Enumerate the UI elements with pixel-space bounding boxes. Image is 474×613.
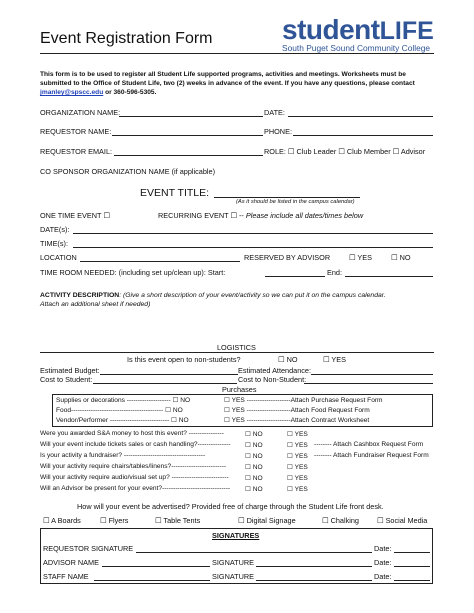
cost-student-field[interactable] <box>93 383 237 384</box>
co-sponsor-label: CO SPONSOR ORGANIZATION NAME (if applicable) <box>40 167 216 176</box>
location-field[interactable] <box>80 261 240 262</box>
cost-student-label: Cost to Student: <box>40 375 93 384</box>
staff-name-label: STAFF NAME <box>43 572 89 581</box>
advisor-date-label: Date: <box>374 558 392 567</box>
non-students-yes-checkbox[interactable]: ☐ YES <box>323 355 347 364</box>
question-ticket-sales-no[interactable]: ☐ NO <box>245 442 263 449</box>
event-title-label: EVENT TITLE: <box>140 187 210 199</box>
cost-non-student-field[interactable] <box>304 383 433 384</box>
activity-description-hint-2: Attach an additional sheet if needed) <box>40 301 151 308</box>
purchase-item-supplies[interactable]: Supplies or decorations -------------------- ☐ NO <box>56 397 191 404</box>
estimated-budget-label: Estimated Budget: <box>40 366 100 375</box>
estimated-budget-field[interactable] <box>100 374 238 375</box>
activity-description-hint: : (Give a short description of your event/activity so we can put it on the campus calendar. <box>119 292 386 299</box>
estimated-attendance-label: Estimated Attendance: <box>238 366 312 375</box>
advisor-signature-label: SIGNATURE <box>212 558 255 567</box>
room-end-label: End: <box>327 268 343 277</box>
question-chairs-tables-no[interactable]: ☐ NO <box>245 464 263 471</box>
ad-option-flyers[interactable]: ☐ Flyers <box>100 516 129 525</box>
logo-student: student <box>282 14 380 45</box>
staff-date-label: Date: <box>374 572 392 581</box>
recurring-event-label: RECURRING EVENT ☐ -- <box>158 211 244 220</box>
requestor-name-field[interactable] <box>112 135 263 136</box>
question-ticket-sales: Will your event include tickets sales or cash handling?--------------- <box>40 441 231 448</box>
room-start-field[interactable] <box>265 276 325 277</box>
times-label: TIME(s): <box>40 239 68 248</box>
purchase-item-vendor[interactable]: Vendor/Performer --------------------------- ☐ NO <box>56 417 189 424</box>
date-field[interactable] <box>288 116 433 117</box>
requestor-name-label: REQUESTOR NAME: <box>40 127 112 136</box>
non-students-no-checkbox[interactable]: ☐ NO <box>278 355 298 364</box>
one-time-event-checkbox[interactable]: ONE TIME EVENT ☐ <box>40 211 110 220</box>
recurring-note: Please include all dates/times below <box>245 211 364 220</box>
advisor-signature-field[interactable] <box>256 566 372 567</box>
requestor-email-field[interactable] <box>114 155 263 156</box>
intro-line-3 <box>40 89 156 96</box>
org-name-label: ORGANIZATION NAME: <box>40 108 121 117</box>
question-advisor-present: Will an Advisor be present for your event?------------------------------- <box>40 485 231 492</box>
purchase-yes-vendor[interactable]: ☐ YES --------------------Attach Contract Worksheet <box>224 417 370 424</box>
ad-option-social-media[interactable]: ☐ Social Media <box>377 516 428 525</box>
question-ticket-sales-note: -------- Attach Cashbox Request Form <box>314 441 424 448</box>
ad-option-chalking[interactable]: ☐ Chalking <box>322 516 359 525</box>
logo-life: LIFE <box>379 17 434 45</box>
question-audio-visual: Will your activity require audio/visual set up? -------------------------- <box>40 474 229 481</box>
contact-email-link[interactable]: jmanley@spscc.edu <box>40 89 104 96</box>
cost-non-student-label: Cost to Non-Student: <box>238 375 307 384</box>
recurring-event-checkbox[interactable] <box>158 211 363 220</box>
question-sa-money: Were you awarded S&A money to host this event? ---------------- <box>40 430 224 437</box>
question-chairs-tables-yes[interactable]: ☐ YES <box>287 464 308 471</box>
advertise-question: How will your event be advertised? Provided free of charge through the Student Life front desk. <box>77 502 384 511</box>
page-title: Event Registration Form <box>40 30 213 47</box>
org-name-field[interactable] <box>119 116 263 117</box>
requestor-signature-date-label: Date: <box>374 544 392 553</box>
activity-description <box>40 292 386 299</box>
intro-line-2: submitted to the Office of Student Life, two (2) weeks in advance of the event. If you have any questions, please contact <box>40 80 415 87</box>
purchases-heading: Purchases <box>222 385 257 394</box>
requestor-signature-label: REQUESTOR SIGNATURE <box>43 544 134 553</box>
logo-subtitle: South Puget Sound Community College <box>282 43 431 53</box>
room-time-label: TIME ROOM NEEDED: (including set up/clean up): Start: <box>40 268 226 277</box>
question-fundraiser-no[interactable]: ☐ NO <box>245 453 263 460</box>
phone-field[interactable] <box>293 135 433 136</box>
logistics-heading-rule <box>40 352 434 353</box>
header-rule <box>40 53 434 54</box>
question-ticket-sales-yes[interactable]: ☐ YES <box>287 442 308 449</box>
staff-signature-label: SIGNATURE <box>212 572 255 581</box>
location-label: LOCATION <box>40 253 77 262</box>
phone-label: PHONE: <box>264 127 292 136</box>
event-title-field[interactable] <box>214 197 360 198</box>
role-options[interactable]: ROLE: ☐ Club Leader ☐ Club Member ☐ Advisor <box>264 147 426 156</box>
purchase-item-food[interactable]: Food------------------------------------------ ☐ NO <box>56 407 183 414</box>
staff-signature-field[interactable] <box>256 580 372 581</box>
times-field[interactable] <box>73 247 433 248</box>
logistics-heading: LOGISTICS <box>217 343 256 352</box>
advisor-name-label: ADVISOR NAME <box>43 558 99 567</box>
requestor-signature-date-field[interactable] <box>394 552 430 553</box>
question-chairs-tables: Will your activity require chairs/tables/linens?------------------------- <box>40 463 227 470</box>
staff-name-field[interactable] <box>94 580 210 581</box>
purchase-yes-supplies[interactable]: ☐ YES --------------------Attach Purchase Request Form <box>224 397 383 404</box>
ad-option-digital-signage[interactable]: ☐ Digital Signage <box>238 516 296 525</box>
reserved-by-advisor-label: RESERVED BY ADVISOR <box>244 253 331 262</box>
question-fundraiser-note: -------- Attach Fundraiser Request Form <box>314 452 429 459</box>
date-label: DATE: <box>264 108 285 117</box>
ad-option-a-boards[interactable]: ☐ A Boards <box>43 516 81 525</box>
activity-description-label: ACTIVITY DESCRIPTION <box>40 292 120 299</box>
estimated-attendance-field[interactable] <box>311 374 433 375</box>
signatures-heading: SIGNATURES <box>212 531 260 540</box>
requestor-email-label: REQUESTOR EMAIL: <box>40 147 113 156</box>
room-end-field[interactable] <box>345 276 433 277</box>
question-audio-visual-yes[interactable]: ☐ YES <box>287 475 308 482</box>
question-fundraiser: Is your activity a fundraiser? ------------------------------------- <box>40 452 206 459</box>
dates-field[interactable] <box>73 233 433 234</box>
logo <box>282 16 434 44</box>
intro-line-1: This form is to be used to register all Student Life supported programs, activities and meetings. Worksheets must be <box>40 71 406 78</box>
purchase-yes-food[interactable]: ☐ YES --------------------Attach Food Request Form <box>224 407 370 414</box>
reserved-yes-checkbox[interactable]: ☐ YES <box>349 253 373 262</box>
dates-label: DATE(s): <box>40 225 70 234</box>
non-students-question: Is this event open to non-students? <box>127 355 241 364</box>
question-fundraiser-yes[interactable]: ☐ YES <box>287 453 308 460</box>
event-title-hint: (As it should be listed in the campus calendar) <box>236 199 355 205</box>
advisor-date-field[interactable] <box>394 566 430 567</box>
staff-date-field[interactable] <box>394 580 430 581</box>
ad-option-table-tents[interactable]: ☐ Table Tents <box>155 516 201 525</box>
question-sa-money-yes[interactable]: ☐ YES <box>287 431 308 438</box>
requestor-signature-field[interactable] <box>136 552 372 553</box>
question-advisor-present-no[interactable]: ☐ NO <box>245 486 263 493</box>
contact-phone: or 360-596-5305. <box>103 89 157 96</box>
advisor-name-field[interactable] <box>102 566 210 567</box>
question-audio-visual-no[interactable]: ☐ NO <box>245 475 263 482</box>
question-sa-money-no[interactable]: ☐ NO <box>245 431 263 438</box>
reserved-no-checkbox[interactable]: ☐ NO <box>391 253 411 262</box>
question-advisor-present-yes[interactable]: ☐ YES <box>287 486 308 493</box>
